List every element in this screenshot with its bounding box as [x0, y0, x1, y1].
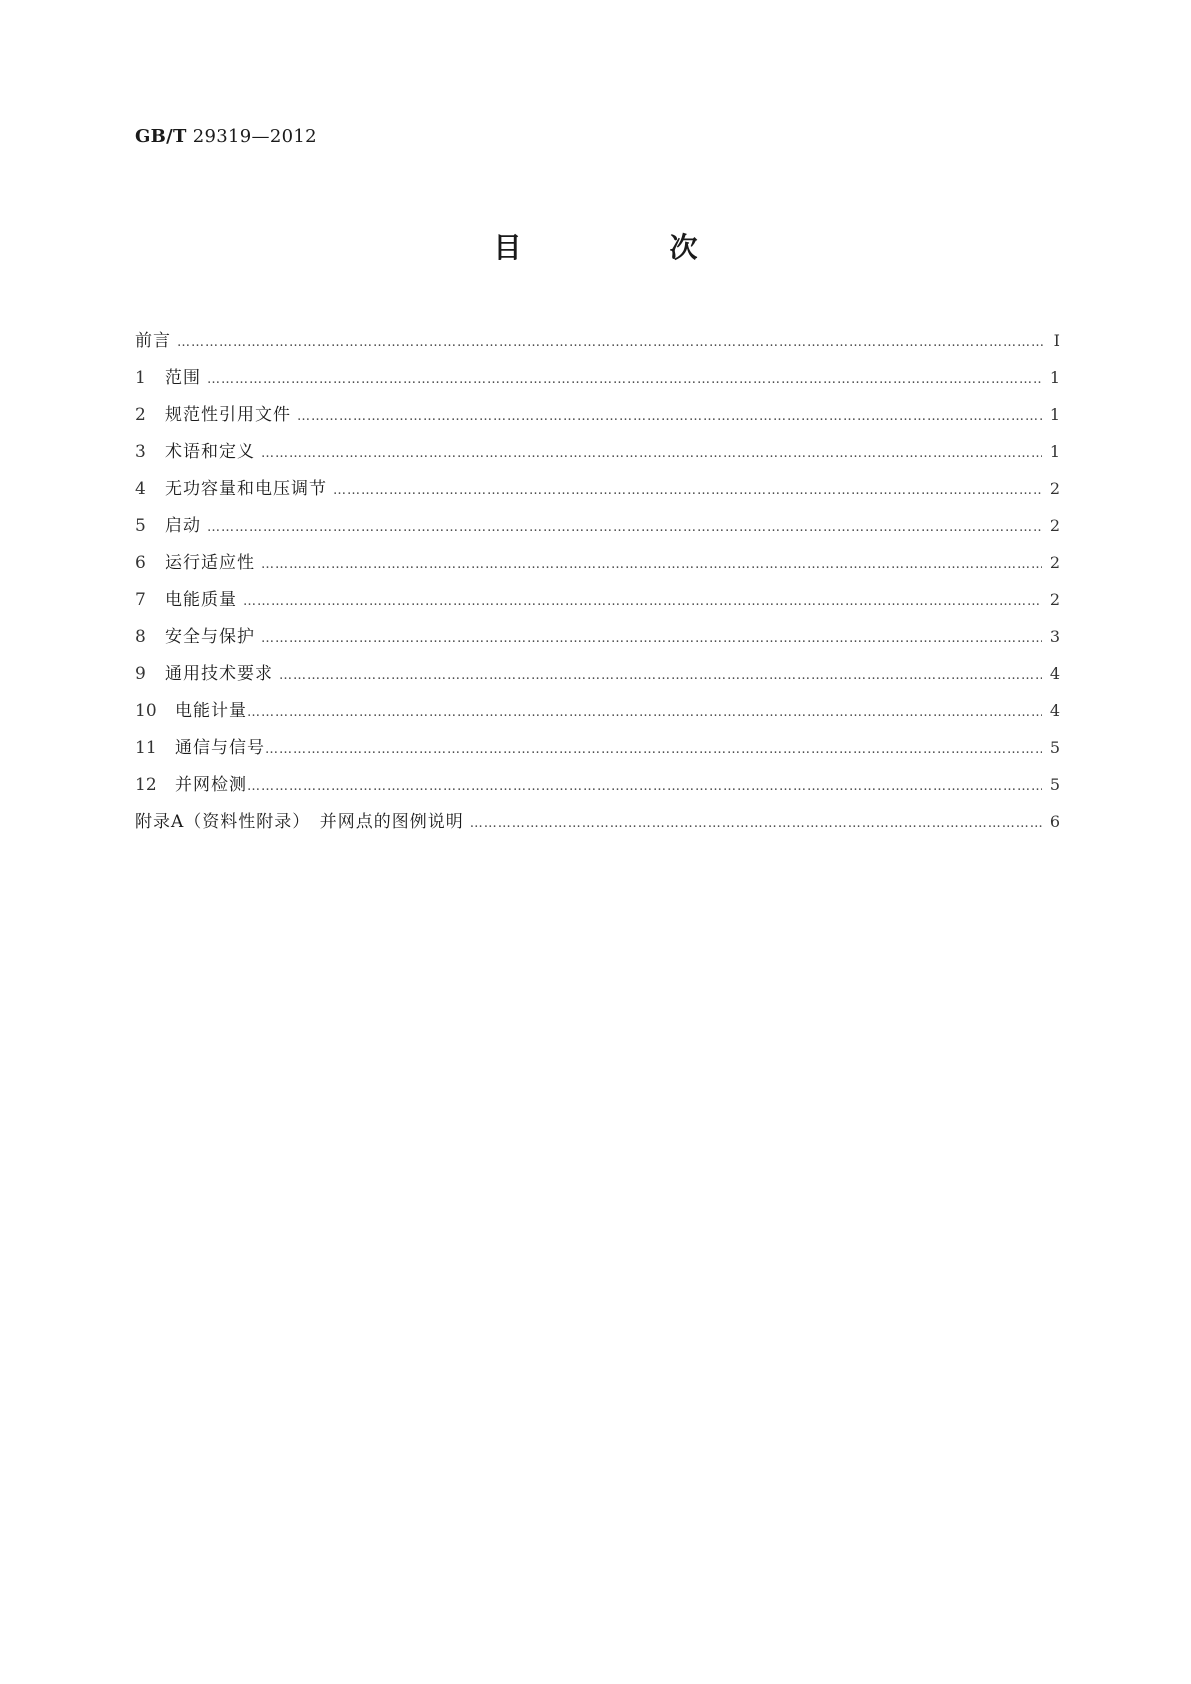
toc-entry-number: 4: [135, 479, 146, 499]
standard-code-prefix: GB/T: [135, 126, 187, 147]
toc-entry-page: 2: [1049, 590, 1060, 609]
toc-entry-number: 8: [135, 627, 146, 647]
toc-entry-12[interactable]: [135, 766, 1060, 803]
toc-entry-8[interactable]: [135, 618, 1060, 655]
toc-entry-page: 1: [1049, 405, 1060, 424]
toc-entry-page: 2: [1049, 553, 1060, 572]
toc-leader-dots: [261, 435, 1042, 472]
toc-leader-dots: [333, 472, 1042, 509]
toc-entry-label: 通信与信号: [175, 738, 265, 758]
toc-entry-page: 6: [1049, 812, 1060, 831]
toc-entry-page: 5: [1049, 775, 1060, 794]
toc-entry-number: 3: [135, 442, 146, 462]
toc-entry-label: 规范性引用文件: [165, 405, 291, 425]
toc-entry-number: 9: [135, 664, 146, 684]
toc-entry-label: 前言: [135, 331, 171, 351]
toc-entry-label: 运行适应性: [165, 553, 255, 573]
toc-entry-10[interactable]: [135, 692, 1060, 729]
toc-entry-4[interactable]: [135, 470, 1060, 507]
toc-leader-dots: [265, 731, 1042, 768]
standard-code: [135, 126, 317, 147]
toc-title: 目 次: [493, 231, 758, 264]
toc-entry-number: 10: [135, 701, 157, 721]
toc-leader-dots: [207, 361, 1042, 398]
toc-entry-label: 通用技术要求: [165, 664, 273, 684]
toc-entry-label: 电能计量: [175, 701, 247, 721]
toc-entry-label: 无功容量和电压调节: [165, 479, 327, 499]
toc-entry-1[interactable]: [135, 359, 1060, 396]
toc-entry-3[interactable]: [135, 433, 1060, 470]
toc-entry-label: 术语和定义: [165, 442, 255, 462]
toc-entry-label: 电能质量: [165, 590, 237, 610]
toc-leader-dots: [261, 620, 1042, 657]
toc-entry-number: 12: [135, 775, 157, 795]
toc-entry-number: 2: [135, 405, 146, 425]
table-of-contents: [135, 322, 1060, 840]
toc-entry-5[interactable]: [135, 507, 1060, 544]
toc-leader-dots: [207, 509, 1042, 546]
toc-entry-number: 7: [135, 590, 146, 610]
toc-leader-dots: [279, 657, 1042, 694]
toc-entry-11[interactable]: [135, 729, 1060, 766]
toc-entry-page: 4: [1049, 664, 1060, 683]
toc-entry-page: Ⅰ: [1053, 331, 1060, 350]
toc-entry-6[interactable]: [135, 544, 1060, 581]
toc-entry-page: 2: [1049, 516, 1060, 535]
toc-entry-2[interactable]: [135, 396, 1060, 433]
toc-entry-7[interactable]: [135, 581, 1060, 618]
toc-entry-number: 1: [135, 368, 146, 388]
toc-entry-page: 2: [1049, 479, 1060, 498]
toc-entry-foreword[interactable]: [135, 322, 1060, 359]
toc-leader-dots: [247, 694, 1042, 731]
toc-entry-label: 范围: [165, 368, 201, 388]
toc-entry-label: 附录A（资料性附录） 并网点的图例说明: [135, 812, 464, 832]
toc-entry-page: 5: [1049, 738, 1060, 757]
toc-entry-label: 安全与保护: [165, 627, 255, 647]
toc-entry-label: 启动: [165, 516, 201, 536]
toc-leader-dots: [297, 398, 1042, 435]
toc-entry-label: 并网检测: [175, 775, 247, 795]
toc-leader-dots: [247, 768, 1042, 805]
toc-leader-dots: [243, 583, 1042, 620]
toc-leader-dots: [470, 805, 1042, 842]
toc-entry-page: 1: [1049, 442, 1060, 461]
toc-entry-page: 4: [1049, 701, 1060, 720]
toc-entry-page: 3: [1049, 627, 1060, 646]
standard-code-number: 29319—2012: [192, 126, 317, 147]
toc-entry-number: 5: [135, 516, 146, 536]
toc-entry-9[interactable]: [135, 655, 1060, 692]
toc-leader-dots: [261, 546, 1042, 583]
toc-leader-dots: [177, 324, 1046, 361]
toc-entry-number: 11: [135, 738, 157, 758]
toc-entry-page: 1: [1049, 368, 1060, 387]
toc-entry-number: 6: [135, 553, 146, 573]
toc-entry-annex-a[interactable]: [135, 803, 1060, 840]
